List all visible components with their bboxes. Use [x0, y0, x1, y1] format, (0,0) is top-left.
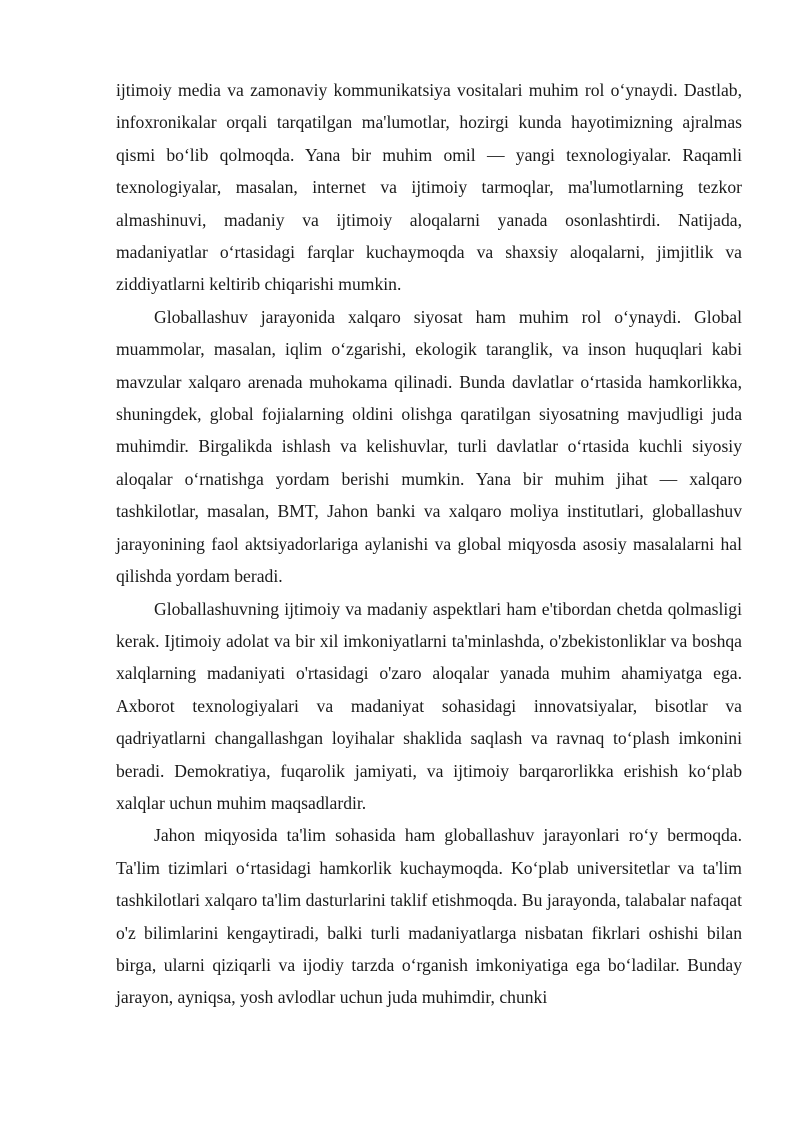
paragraph-social-cultural-aspects: Globallashuvning ijtimoiy va madaniy aspektlari ham e'tibordan chetda qolmasligi kerak. Ijtimoiy adolat va bir xil imkoniyatlarni ta'minlashda, o'zbekistonliklar va boshqa xalqlarning madaniyati o'rtasidagi o'zaro aloqalar yanada muhim ahamiyatga ega. Axborot texnologiyalari va madaniyat sohasidagi innovatsiyalar, bisotlar va qadriyatlarni changallashgan loyihalar shaklida saqlash va ravnaq to‘plash imkonini beradi. Demokratiya, fuqarolik jamiyati, va ijtimoiy barqarorlikka erishish ko‘plab xalqlar uchun muhim maqsadlardir.	[116, 598, 742, 813]
paragraph-international-politics: Globallashuv jarayonida xalqaro siyosat ham muhim rol o‘ynaydi. Global muammolar, masalan, iqlim o‘zgarishi, ekologik taranglik, va inson huquqlari kabi mavzular xalqaro arenada muhokama qilinadi. Bunda davlatlar o‘rtasida hamkorlikka, shuningdek, global fojialarning oldini olishga qaratilgan siyosatning mavjudligi juda muhimdir. Birgalikda ishlash va kelishuvlar, turli davlatlar o‘rtasida kuchli siyosiy aloqalar o‘rnatishga yordam berishi mumkin. Yana bir muhim jihat — xalqaro tashkilotlar, masalan, BMT, Jahon banki va xalqaro moliya institutlari, globallashuv jarayonining faol aktsiyadorlariga aylanishi va global miqyosda asosiy masalalarni hal qilishda yordam beradi.	[116, 306, 742, 587]
document-body	[116, 74, 742, 1014]
paragraph-education: Jahon miqyosida ta'lim sohasida ham globallashuv jarayonlari ro‘y bermoqda. Ta'lim tizimlari o‘rtasidagi hamkorlik kuchaymoqda. Ko‘plab universitetlar va ta'lim tashkilotlari xalqaro ta'lim dasturlarini taklif etishmoqda. Bu jarayonda, talabalar nafaqat o'z bilimlarini kengaytiradi, balki turli madaniyatlarga nisbatan fikrlari oshishi bilan birga, ularni qiziqarli va ijodiy tarzda o‘rganish imkoniyatiga ega bo‘ladilar. Bunday jarayon, ayniqsa, yosh avlodlar uchun juda muhimdir, chunki	[116, 825, 742, 1008]
paragraph-continued: ijtimoiy media va zamonaviy kommunikatsiya vositalari muhim rol o‘ynaydi. Dastlab, infoxronikalar orqali tarqatilgan ma'lumotlar, hozirgi kunda hayotimizning ajralmas qismi bo‘lib qolmoqda. Yana bir muhim omil — yangi texnologiyalar. Raqamli texnologiyalar, masalan, internet va ijtimoiy tarmoqlar, ma'lumotlarning tezkor almashinuvi, madaniy va ijtimoiy aloqalarni yanada osonlashtirdi. Natijada, madaniyatlar o‘rtasidagi farqlar kuchaymoqda va shaxsiy aloqalarni, jimjitlik va ziddiyatlarni keltirib chiqarishi mumkin.	[116, 80, 742, 295]
